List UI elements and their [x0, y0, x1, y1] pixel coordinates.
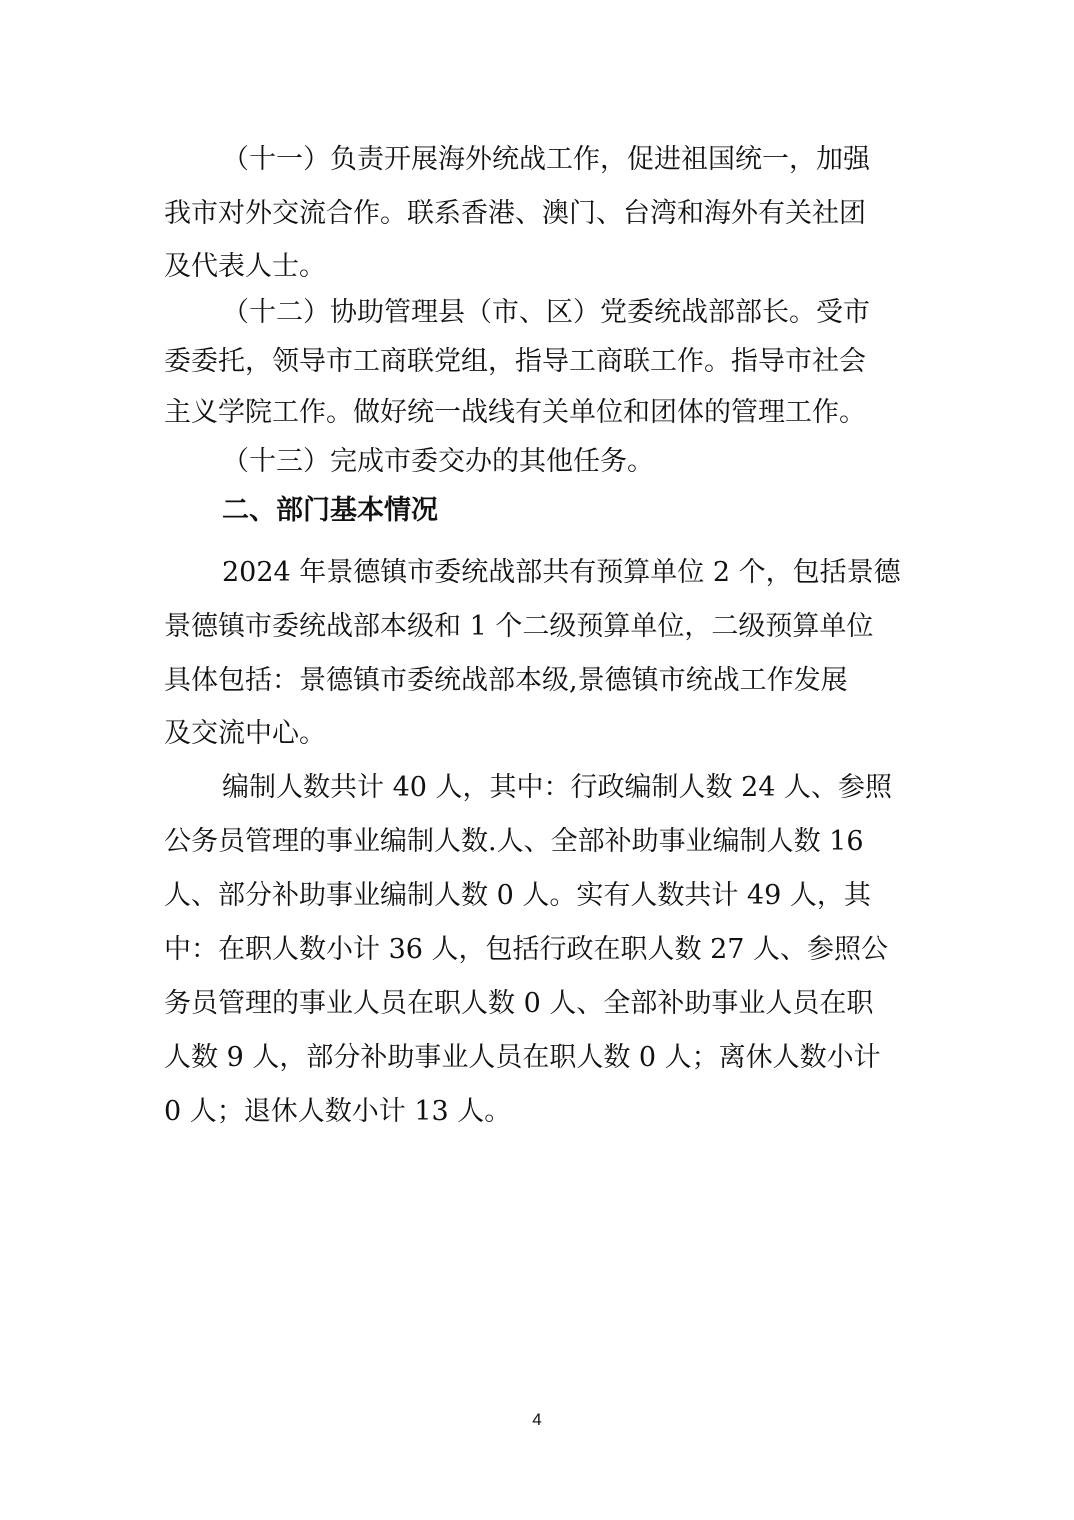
line-text: 及交流中心。: [164, 718, 326, 749]
line-text: 编制人数共计 40 人，其中：行政编制人数 24 人、参照: [222, 772, 893, 803]
paragraph-line: [0, 815, 1074, 869]
paragraph-line: [0, 761, 1074, 815]
page-number: 4: [532, 1410, 542, 1429]
line-text: 中：在职人数小计 36 人，包括行政在职人数 27 人、参照公: [164, 934, 889, 965]
line-text: 主义学院工作。做好统一战线有关单位和团体的管理工作。: [164, 397, 866, 428]
paragraph-line: [0, 600, 1074, 654]
line-text: 人数 9 人，部分补助事业人员在职人数 0 人；离休人数小计: [164, 1042, 881, 1073]
section-heading: [0, 484, 1074, 538]
paragraph-line: [0, 133, 1074, 187]
paragraph-line: [0, 335, 1074, 389]
paragraph-line: [0, 546, 1074, 600]
paragraph-line: [0, 923, 1074, 977]
line-text: 景德镇市委统战部本级和 1 个二级预算单位，二级预算单位: [164, 611, 874, 642]
line-text: 具体包括：景德镇市委统战部本级,景德镇市统战工作发展: [164, 665, 848, 696]
paragraph-line: [0, 1085, 1074, 1139]
paragraph-line: [0, 1031, 1074, 1085]
line-text: 我市对外交流合作。联系香港、澳门、台湾和海外有关社团: [164, 198, 866, 229]
paragraph-line: [0, 654, 1074, 708]
line-text: 务员管理的事业人员在职人数 0 人、全部补助事业人员在职: [164, 988, 874, 1019]
paragraph-line: [0, 869, 1074, 923]
line-text: 公务员管理的事业编制人数.人、全部补助事业编制人数 16: [164, 826, 864, 857]
line-text: （十二）协助管理县（市、区）党委统战部部长。受市: [222, 297, 870, 328]
paragraph-line: [0, 977, 1074, 1031]
line-text: 及代表人士。: [164, 251, 326, 282]
paragraph-line: [0, 386, 1074, 440]
paragraph-line: [0, 435, 1074, 489]
line-text: （十一）负责开展海外统战工作，促进祖国统一，加强: [222, 144, 870, 175]
paragraph-line: [0, 707, 1074, 761]
line-text: 2024 年景德镇市委统战部共有预算单位 2 个，包括景德: [222, 557, 901, 588]
line-text: 人、部分补助事业编制人数 0 人。实有人数共计 49 人，其: [164, 880, 871, 911]
section-heading-text: 二、部门基本情况: [222, 495, 438, 526]
paragraph-line: [0, 286, 1074, 340]
paragraph-line: [0, 187, 1074, 241]
line-text: （十三）完成市委交办的其他任务。: [222, 446, 654, 477]
line-text: 委委托，领导市工商联党组，指导工商联工作。指导市社会: [164, 346, 866, 377]
line-text: 0 人；退休人数小计 13 人。: [164, 1096, 512, 1127]
